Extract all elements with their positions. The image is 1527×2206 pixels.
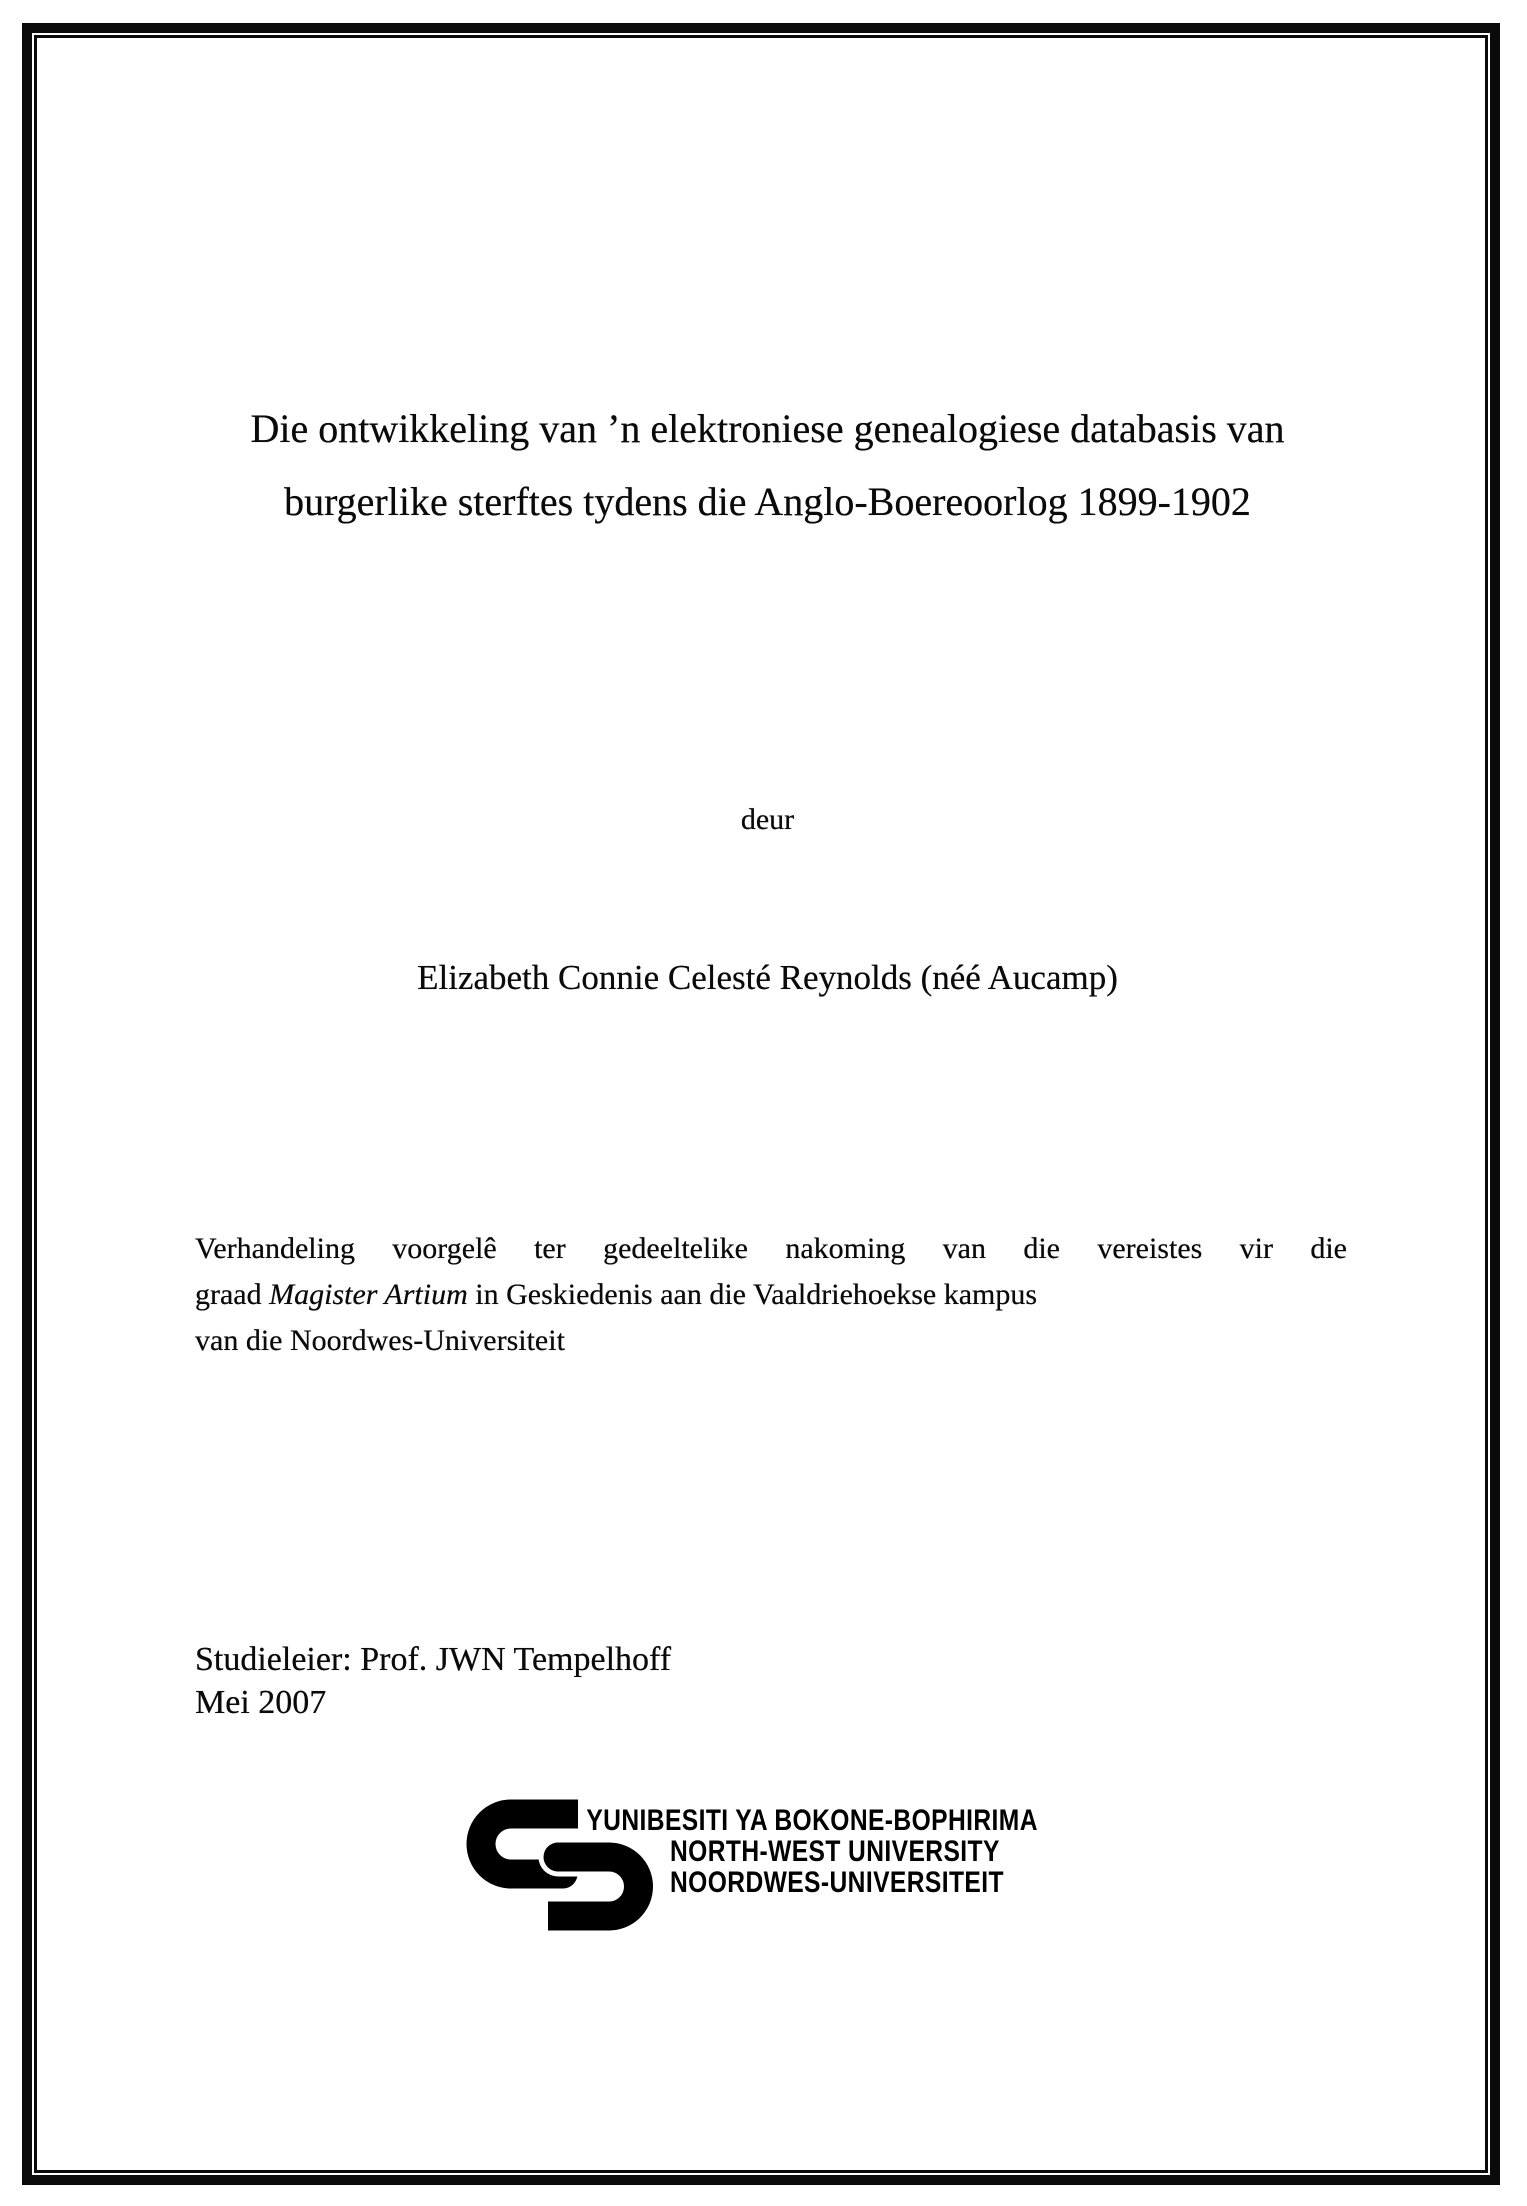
statement-line-2-post: in Geskiedenis aan die Vaaldriehoekse kampus <box>467 1278 1038 1311</box>
supervisor-block <box>195 1638 1095 1724</box>
degree-statement <box>195 1226 1347 1364</box>
byline: deur <box>740 803 795 836</box>
thesis-title-line-1: Die ontwikkeling van ’n elektroniese genealogiese databasis van <box>250 406 1285 451</box>
statement-line-3: van die Noordwes-Universiteit <box>195 1324 565 1357</box>
logo-text <box>586 1804 1038 1899</box>
university-logo <box>466 1799 1119 1933</box>
date-line: Mei 2007 <box>195 1684 327 1721</box>
logo-line-setswana: YUNIBESITI YA BOKONE-BOPHIRIMA <box>586 1804 1038 1837</box>
statement-line-2 <box>195 1272 1347 1318</box>
supervisor-line: Studieleier: Prof. JWN Tempelhoff <box>195 1641 672 1678</box>
statement-line-1: Verhandeling voorgelê ter gedeeltelike nakoming van die vereistes vir die <box>195 1232 1347 1265</box>
statement-line-2-pre: graad <box>195 1278 270 1311</box>
logo-line-english: NORTH-WEST UNIVERSITY <box>670 1835 1000 1868</box>
degree-name-italic: Magister Artium <box>269 1278 468 1311</box>
thesis-title <box>190 392 1345 538</box>
thesis-title-line-2: burgerlike sterftes tydens die Anglo-Boereoorlog 1899-1902 <box>284 479 1251 524</box>
author-name: Elizabeth Connie Celesté Reynolds (néé Aucamp) <box>417 958 1118 997</box>
logo-line-afrikaans: NOORDWES-UNIVERSITEIT <box>670 1866 1004 1899</box>
